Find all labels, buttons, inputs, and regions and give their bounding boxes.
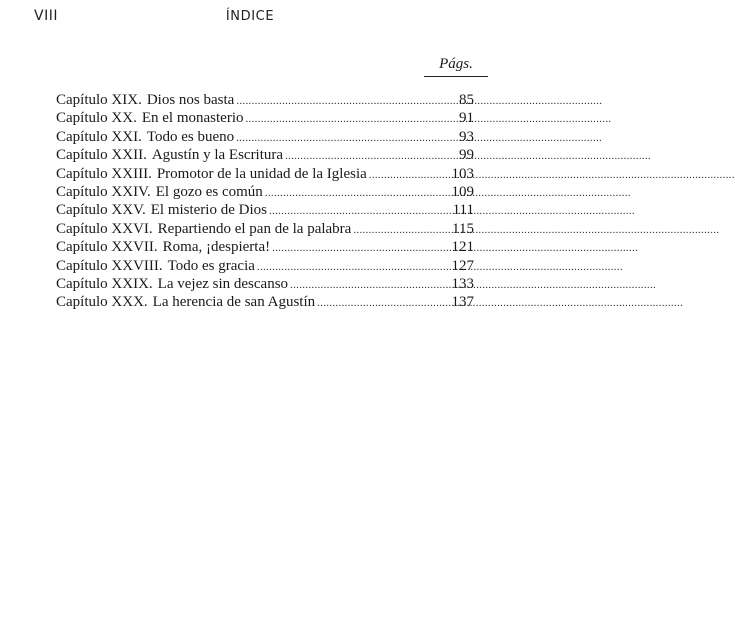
toc-chapter-number: Capítulo XXI. [56, 128, 142, 145]
toc-chapter-number: Capítulo XXIII. [56, 165, 152, 182]
dot-leader [245, 110, 418, 128]
toc-entry [56, 146, 474, 164]
toc-chapter-number: Capítulo XXX. [56, 294, 148, 311]
toc-chapter-number: Capítulo XXV. [56, 202, 146, 219]
toc-chapter-title: Agustín y la Escritura [151, 147, 284, 164]
toc-chapter-title: Dios nos basta [146, 92, 235, 108]
toc-entry [56, 109, 474, 127]
toc-chapter-title: Todo es bueno [146, 128, 235, 145]
dot-leader [290, 276, 418, 294]
dot-leader [269, 202, 418, 220]
toc-chapter-title: Promotor de la unidad de la Iglesia [156, 165, 367, 182]
toc-page-number: 137 [451, 294, 474, 311]
toc-page-number: 91 [459, 110, 474, 127]
toc-page-number: 127 [451, 257, 474, 274]
toc-chapter-title: En el monasterio [141, 110, 244, 127]
toc-entry [56, 293, 474, 311]
toc-page-number: 103 [451, 165, 474, 182]
dot-leader [317, 294, 418, 312]
toc-chapter-title: La vejez sin descanso [157, 275, 289, 292]
toc-entry [56, 91, 474, 109]
toc-entry [56, 220, 474, 238]
toc-entry [56, 275, 474, 293]
toc-entry [56, 238, 474, 256]
dot-leader [257, 258, 418, 276]
running-title: ÍNDICE [225, 9, 275, 24]
toc-page-number: 85 [459, 92, 474, 108]
toc-page-number: 121 [451, 239, 474, 256]
toc-entry [56, 183, 474, 201]
pages-column-header: Págs. [424, 56, 488, 77]
toc-entry [56, 257, 474, 275]
dot-leader [369, 166, 418, 184]
toc-chapter-number: Capítulo XX. [56, 110, 137, 127]
toc-page-number: 93 [459, 128, 474, 145]
toc-chapter-title: Todo es gracia [167, 257, 255, 274]
dot-leader [285, 147, 418, 165]
toc-chapter-number: Capítulo XXVI. [56, 220, 153, 237]
toc-page-number: 111 [452, 202, 474, 219]
toc-chapter-number: Capítulo XXIV. [56, 183, 151, 200]
toc-page-number: 115 [452, 220, 474, 237]
toc-chapter-title: La herencia de san Agustín [152, 294, 316, 311]
dot-leader [236, 92, 418, 110]
toc-entry [56, 165, 474, 183]
page-number: VIII [34, 8, 58, 24]
dot-leader [272, 239, 418, 257]
dot-leader [236, 129, 418, 147]
toc-chapter-title: Roma, ¡despierta! [162, 239, 271, 256]
toc-chapter-title: Repartiendo el pan de la palabra [157, 220, 352, 237]
toc-chapter-number: Capítulo XXIX. [56, 275, 153, 292]
table-of-contents [56, 91, 474, 312]
toc-chapter-number: Capítulo XXVIII. [56, 257, 163, 274]
toc-page-number: 133 [451, 275, 474, 292]
toc-chapter-number: Capítulo XIX. [56, 92, 142, 108]
toc-page-number: 109 [451, 183, 474, 200]
dot-leader [265, 184, 418, 202]
toc-page-number: 99 [459, 147, 474, 164]
dot-leader [353, 221, 418, 239]
toc-entry [56, 201, 474, 219]
toc-chapter-number: Capítulo XXII. [56, 147, 147, 164]
toc-chapter-number: Capítulo XXVII. [56, 239, 158, 256]
toc-chapter-title: El gozo es común [155, 183, 263, 200]
toc-chapter-title: El misterio de Dios [150, 202, 267, 219]
toc-entry [56, 128, 474, 146]
